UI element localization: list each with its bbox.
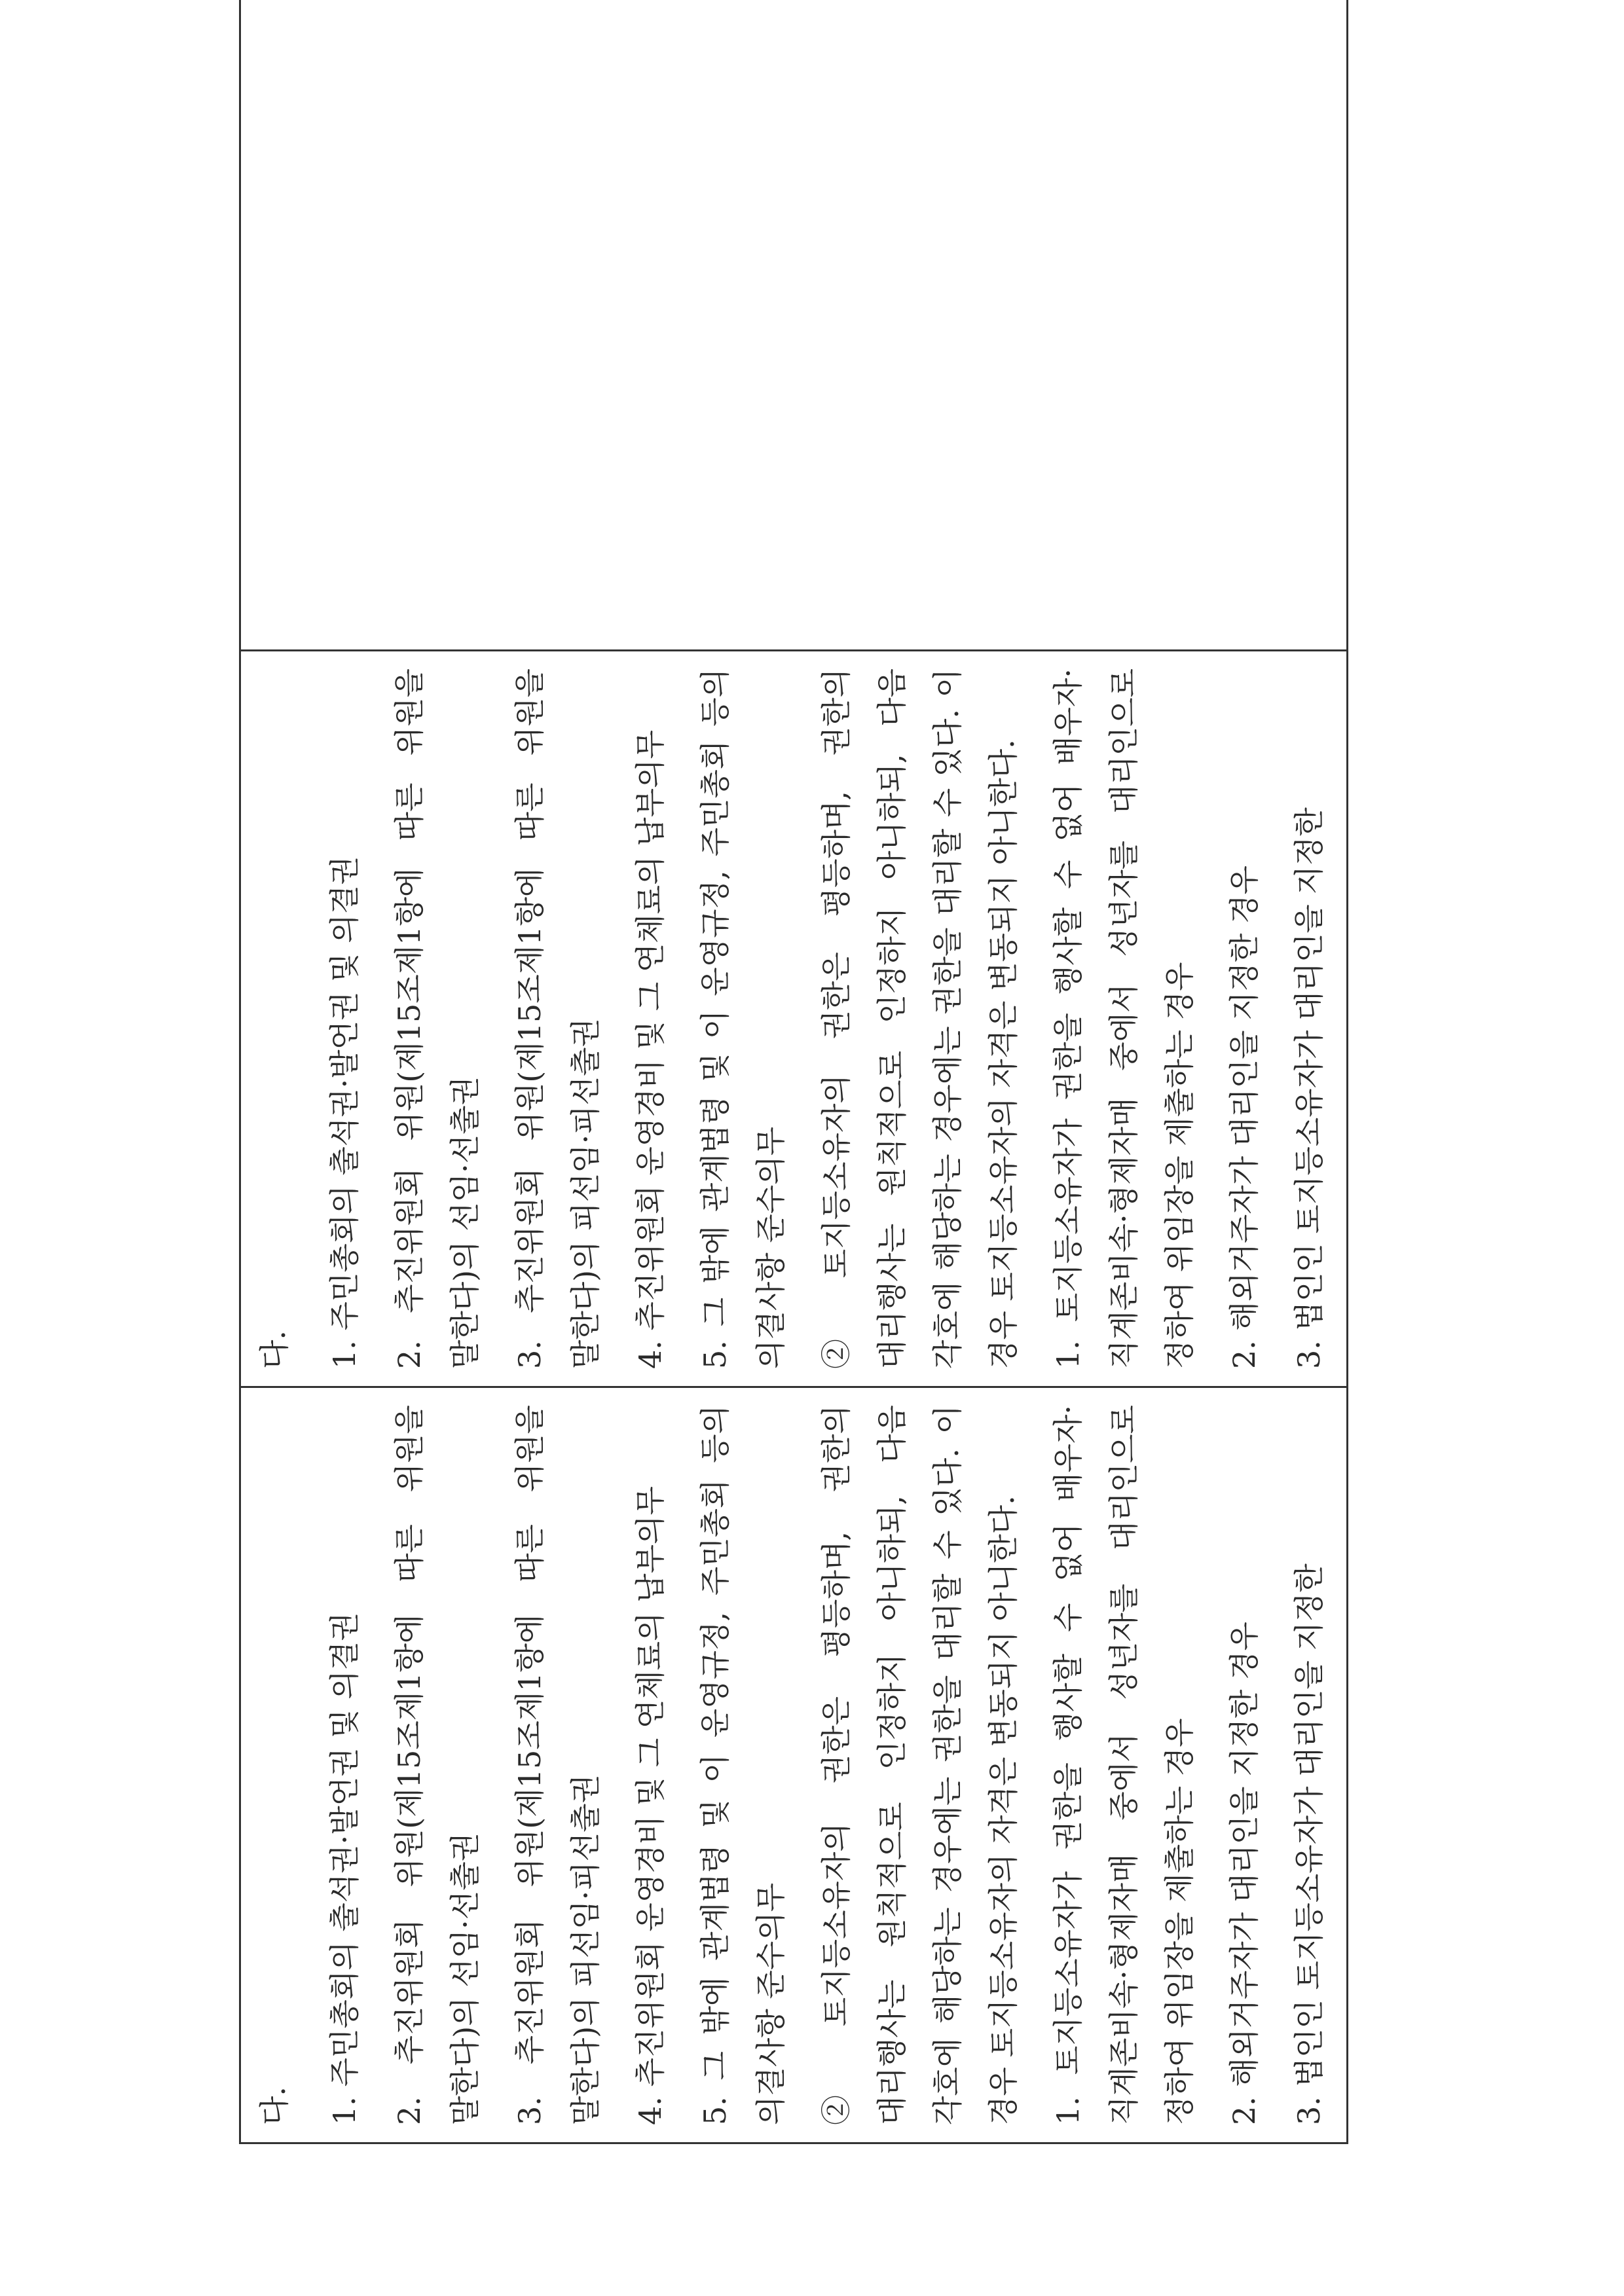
- list-item: 4. 추진위원회 운영경비 및 그 연체료의 납부의무: [633, 730, 669, 1369]
- list-item: 4. 추진위원회 운영경비 및 그 연체료의 납부의무: [633, 1486, 669, 2125]
- table-cell-empty: [240, 0, 1348, 651]
- comparison-table: [239, 0, 1348, 2144]
- table-cell-middle: [240, 651, 1348, 1387]
- paragraph: ② 토지등소유자의 권한은 평등하며, 권한의 대리행사는 원칙적으로 인정하지 아니하되, 다음 각호에 해당하는 경우에는 권한을 대리할 수 있다. 이 경우 토지등소유자의 자격은 변동되지 아니한다.: [818, 668, 1021, 1369]
- table-row: [240, 0, 1348, 2143]
- list-item: 2. 해외거주자가 대리인을 지정한 경우: [1227, 866, 1263, 1369]
- list-item: 2. 해외거주자가 대리인을 지정한 경우: [1227, 1622, 1263, 2125]
- list-item: 3. 추진위원회 위원(제15조제1항에 따른 위원을 말한다)의 피선임·피선출권: [512, 1405, 604, 2125]
- table-cell-left: [240, 1387, 1348, 2143]
- list-item: 2. 추진위원회 위원(제15조제1항에 따른 위원을 말한다)의 선임·선출권: [391, 1405, 483, 2125]
- cell-heading: 다.: [257, 1330, 292, 1369]
- list-item: 3. 추진위원회 위원(제15조제1항에 따른 위원을 말한다)의 피선임·피선출권: [512, 668, 604, 1369]
- list-item: 1. 주민총회의 출석권·발언권 및 의결권: [326, 856, 362, 1369]
- list-item: 1. 토지등소유자가 권한을 행사할 수 없어 배우자·직계존비속·형제자매 중에서 성년자를 대리인으로 정하여 위임장을 제출하는 경우: [1050, 668, 1198, 1369]
- list-item: 5. 그 밖에 관계법령 및 이 운영규정, 주민총회 등의 의결사항 준수의무: [697, 1405, 789, 2125]
- list-item: 2. 추진위원회 위원(제15조제1항에 따른 위원을 말한다)의 선임·선출권: [391, 668, 483, 1369]
- paragraph: ② 토지등소유자의 권한은 평등하며, 권한의 대리행사는 원칙적으로 인정하지 아니하되, 다음 각호에 해당하는 경우에는 권한을 대리할 수 있다. 이 경우 토지등소유자의 자격은 변동되지 아니한다.: [818, 1405, 1021, 2125]
- rotated-page: [239, 88, 1329, 2144]
- list-item: 1. 토지등소유자가 권한을 행사할 수 없어 배우자·직계존비속·형제자매 중에서 성년자를 대리인으로 정하여 위임장을 제출하는 경우: [1050, 1405, 1198, 2125]
- list-item: 3. 법인인 토지등소유자가 대리인을 지정한: [1291, 807, 1327, 1369]
- list-item: 3. 법인인 토지등소유자가 대리인을 지정한: [1291, 1563, 1327, 2125]
- list-item: 1. 주민총회의 출석권·발언권 및 의결권: [326, 1612, 362, 2125]
- list-item: 5. 그 밖에 관계법령 및 이 운영규정, 주민총회 등의 의결사항 준수의무: [697, 668, 789, 1369]
- cell-heading: 다.: [257, 2086, 292, 2125]
